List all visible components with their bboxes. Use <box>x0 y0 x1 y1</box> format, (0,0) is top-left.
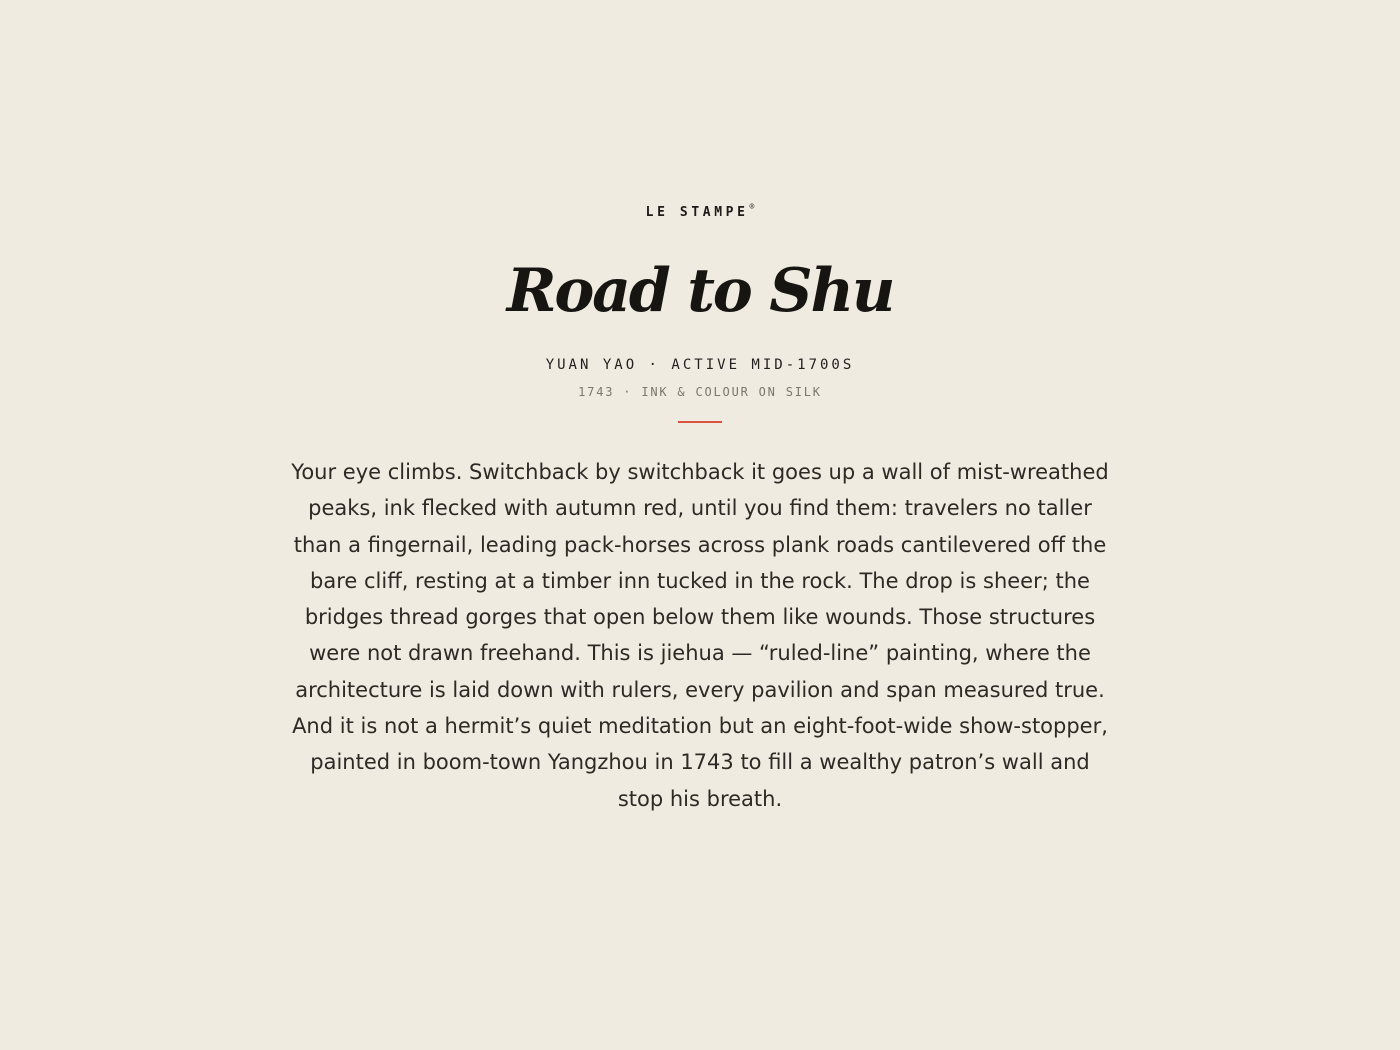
registered-mark: ® <box>749 202 755 211</box>
artwork-description: Your eye climbs. Switchback by switchback it goes up a wall of mist-wreathed peaks, ink flecked with autumn red, until you find them: travelers no taller than a fingernail, leading pack-horses across plank roads cantilevered off the bare cliff, resting at a timber inn tucked in the rock. The drop is sheer; the bridges thread gorges that open below them like wounds. Those structures were not drawn freehand. This is jiehua — “ruled-line” painting, where the architecture is laid down with rulers, every pavilion and span measured true. And it is not a hermit’s quiet meditation but an eight-foot-wide show-stopper, painted in boom-town Yangzhou in 1743 to fill a wealthy patron’s wall and stop his breath. <box>291 460 1109 811</box>
brand-name: LE STAMPE <box>645 205 749 220</box>
accent-divider <box>678 421 722 423</box>
medium-line: 1743 · INK & COLOUR ON SILK <box>578 385 822 399</box>
artwork-title: Road to Shu <box>506 256 894 326</box>
artist-line: YUAN YAO · ACTIVE MID-1700S <box>545 357 855 373</box>
brand-logo <box>646 204 755 222</box>
